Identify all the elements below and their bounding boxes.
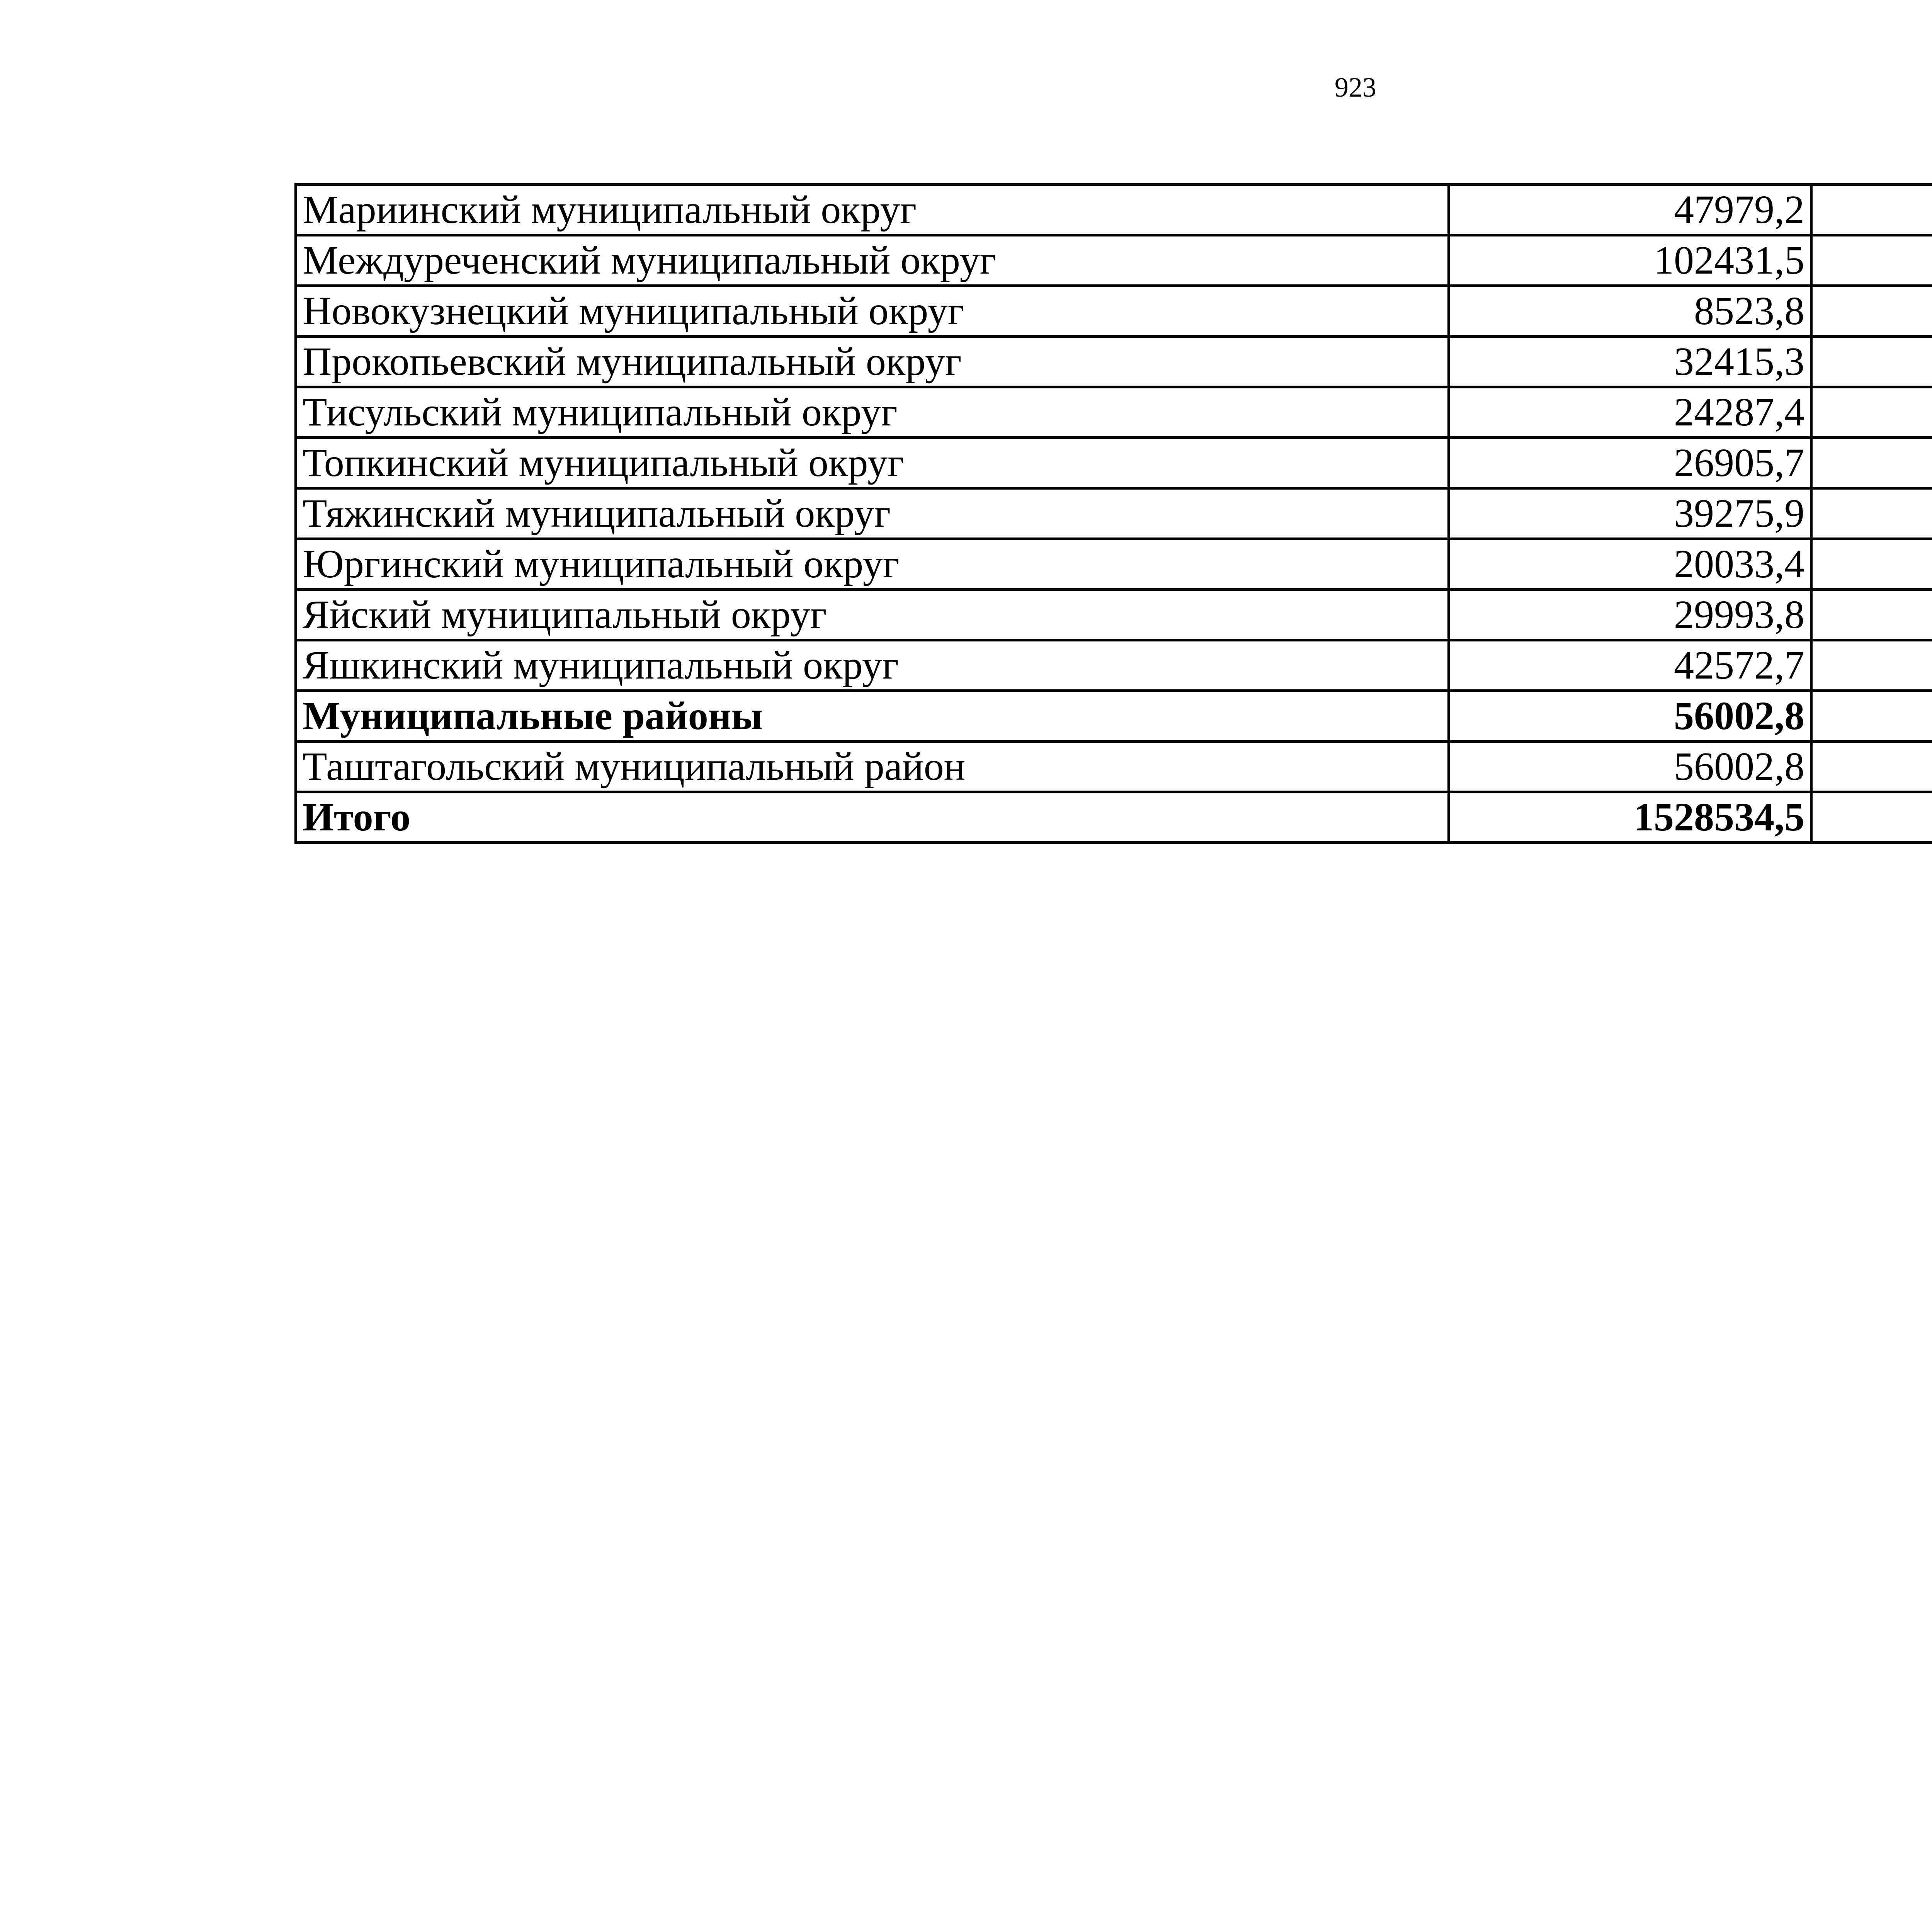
row-name: Яйский муниципальный округ: [296, 590, 1449, 640]
row-value-2: [1811, 235, 1932, 286]
table-row: [296, 640, 1932, 691]
row-value-1: 32415,3: [1449, 337, 1811, 387]
table-row: [296, 235, 1932, 286]
row-value-2: [1811, 539, 1932, 590]
row-value-1: 8523,8: [1449, 286, 1811, 337]
row-value-1: 26905,7: [1449, 438, 1811, 488]
row-name: Прокопьевский муниципальный округ: [296, 337, 1449, 387]
row-value-1: 24287,4: [1449, 387, 1811, 438]
row-name: Топкинский муниципальный округ: [296, 438, 1449, 488]
row-value-1: 29993,8: [1449, 590, 1811, 640]
table-row: [296, 742, 1932, 792]
row-value-1: 1528534,5: [1449, 792, 1811, 843]
page-number: 923: [1335, 72, 1376, 103]
row-name: Междуреченский муниципальный округ: [296, 235, 1449, 286]
row-value-2: [1811, 286, 1932, 337]
row-value-2: [1811, 185, 1932, 235]
row-value-1: 42572,7: [1449, 640, 1811, 691]
row-value-2: [1811, 792, 1932, 843]
row-value-2: [1811, 387, 1932, 438]
row-value-2: [1811, 438, 1932, 488]
row-name: Яшкинский муниципальный округ: [296, 640, 1449, 691]
row-value-1: 47979,2: [1449, 185, 1811, 235]
total-row: [296, 792, 1932, 843]
row-value-1: 56002,8: [1449, 742, 1811, 792]
table-row: [296, 286, 1932, 337]
table-row: [296, 438, 1932, 488]
budget-table: [294, 183, 1932, 844]
table-row: [296, 590, 1932, 640]
row-name: Тяжинский муниципальный округ: [296, 488, 1449, 539]
row-value-2: [1811, 488, 1932, 539]
row-value-2: [1811, 691, 1932, 742]
subtotal-row: [296, 691, 1932, 742]
table-row: [296, 539, 1932, 590]
row-name: Новокузнецкий муниципальный округ: [296, 286, 1449, 337]
row-name: Муниципальные районы: [296, 691, 1449, 742]
row-name: Итого: [296, 792, 1449, 843]
table-row: [296, 387, 1932, 438]
row-value-1: 20033,4: [1449, 539, 1811, 590]
row-value-2: [1811, 337, 1932, 387]
table-row: [296, 337, 1932, 387]
row-value-2: [1811, 742, 1932, 792]
row-name: Мариинский муниципальный округ: [296, 185, 1449, 235]
row-name: Тисульский муниципальный округ: [296, 387, 1449, 438]
row-value-1: 102431,5: [1449, 235, 1811, 286]
row-name: Таштагольский муниципальный район: [296, 742, 1449, 792]
row-name: Юргинский муниципальный округ: [296, 539, 1449, 590]
table-row: [296, 185, 1932, 235]
row-value-1: 39275,9: [1449, 488, 1811, 539]
row-value-2: [1811, 590, 1932, 640]
table-row: [296, 488, 1932, 539]
row-value-1: 56002,8: [1449, 691, 1811, 742]
table-body: [296, 185, 1932, 843]
row-value-2: [1811, 640, 1932, 691]
